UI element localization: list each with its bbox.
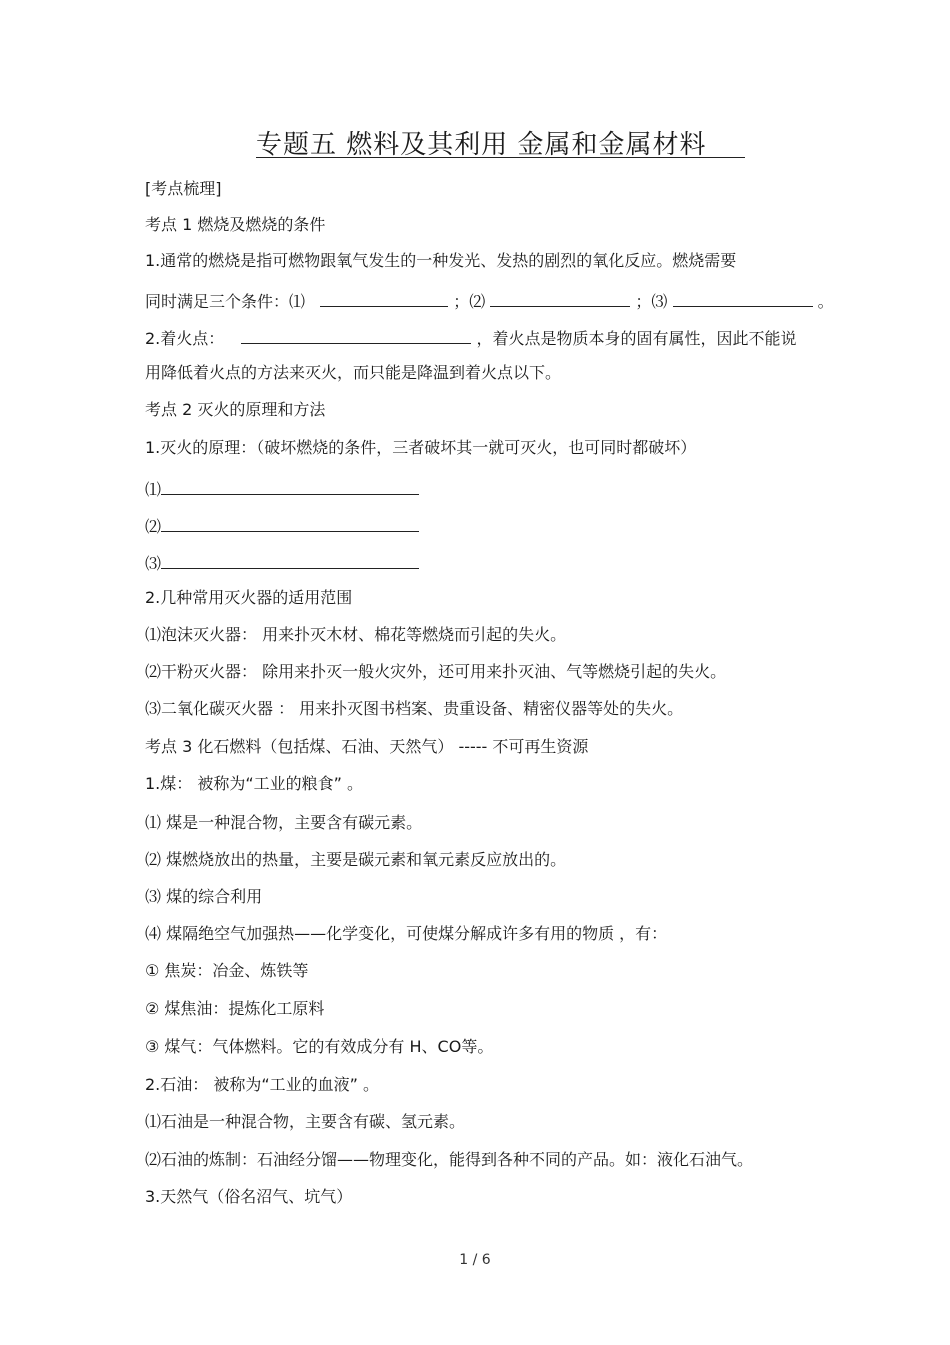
paragraph-line: ⑵石油的炼制：石油经分馏——物理变化，能得到各种不同的产品。如：液化石油气。 bbox=[145, 1150, 754, 1169]
page-number: 1 / 6 bbox=[459, 1252, 491, 1268]
principle-blank-line-3 bbox=[145, 550, 419, 575]
paragraph-line: ③ 煤气：气体燃料。它的有效成分有 H、CO等。 bbox=[145, 1037, 494, 1056]
paragraph-line: ⑴石油是一种混合物，主要含有碳、氢元素。 bbox=[145, 1112, 466, 1131]
answer-blank-3[interactable] bbox=[673, 288, 813, 307]
answer-blank-principle-3[interactable] bbox=[161, 550, 419, 569]
paragraph-line: 2.石油： 被称为“工业的血液” 。 bbox=[145, 1075, 380, 1094]
paragraph-line: ② 煤焦油：提炼化工原料 bbox=[145, 999, 325, 1018]
section-heading: [考点梳理] bbox=[145, 179, 222, 198]
paragraph-line: ⑴泡沫灭火器： 用来扑灭木材、棉花等燃烧而引起的失火。 bbox=[145, 625, 567, 644]
ignition-point-line bbox=[145, 325, 796, 350]
item-number: ⑴ bbox=[145, 480, 162, 499]
answer-blank-principle-1[interactable] bbox=[161, 476, 419, 495]
paragraph-line: ⑶二氧化碳灭火器 ： 用来扑灭图书档案、贵重设备、精密仪器等处的失火。 bbox=[145, 699, 684, 718]
separator-text: ；⑶ bbox=[635, 292, 668, 311]
item-number: ⑶ bbox=[145, 554, 162, 573]
answer-blank-principle-2[interactable] bbox=[161, 513, 419, 532]
ignition-label: 2.着火点： bbox=[145, 329, 225, 348]
item-number: ⑵ bbox=[145, 517, 162, 536]
paragraph-line: 1.通常的燃烧是指可燃物跟氧气发生的一种发光、发热的剧烈的氧化反应。燃烧需要 bbox=[145, 251, 737, 270]
page-title: 专题五 燃料及其利用 金属和金属材料 bbox=[256, 130, 707, 160]
answer-blank-1[interactable] bbox=[320, 288, 448, 307]
conditions-label: 同时满足三个条件：⑴ bbox=[145, 292, 306, 311]
paragraph-line: ⑵干粉灭火器： 除用来扑灭一般火灾外，还可用来扑灭油、气等燃烧引起的失火。 bbox=[145, 662, 727, 681]
principle-blank-line-1 bbox=[145, 476, 419, 501]
paragraph-line: ⑵ 煤燃烧放出的热量，主要是碳元素和氧元素反应放出的。 bbox=[145, 850, 567, 869]
topic-3-heading: 考点 3 化石燃料（包括煤、石油、天然气） ----- 不可再生资源 bbox=[145, 737, 589, 756]
paragraph-line: 2.几种常用灭火器的适用范围 bbox=[145, 588, 353, 607]
paragraph-line: 1.灭火的原理：（破坏燃烧的条件，三者破坏其一就可灭火，也可同时都破坏） bbox=[145, 438, 697, 457]
paragraph-line: 1.煤： 被称为“工业的粮食” 。 bbox=[145, 774, 364, 793]
topic-1-heading: 考点 1 燃烧及燃烧的条件 bbox=[145, 215, 326, 234]
paragraph-line: ① 焦炭：冶金、炼铁等 bbox=[145, 961, 309, 980]
paragraph-line: 用降低着火点的方法来灭火，而只能是降温到着火点以下。 bbox=[145, 363, 562, 382]
paragraph-line: 3.天然气（俗名沼气、坑气） bbox=[145, 1187, 353, 1206]
period-text: 。 bbox=[817, 292, 834, 311]
separator-text: ；⑵ bbox=[453, 292, 486, 311]
answer-blank-2[interactable] bbox=[490, 288, 630, 307]
answer-blank-ignition[interactable] bbox=[241, 325, 471, 344]
principle-blank-line-2 bbox=[145, 513, 419, 538]
paragraph-line: ⑷ 煤隔绝空气加强热——化学变化，可使煤分解成许多有用的物质 ，有： bbox=[145, 924, 668, 943]
topic-2-heading: 考点 2 灭火的原理和方法 bbox=[145, 400, 326, 419]
title-underline bbox=[256, 157, 745, 158]
paragraph-line: ⑴ 煤是一种混合物，主要含有碳元素。 bbox=[145, 813, 423, 832]
ignition-text: ，着火点是物质本身的固有属性，因此不能说 bbox=[476, 329, 797, 348]
paragraph-line: ⑶ 煤的综合利用 bbox=[145, 887, 263, 906]
conditions-line bbox=[145, 288, 834, 313]
